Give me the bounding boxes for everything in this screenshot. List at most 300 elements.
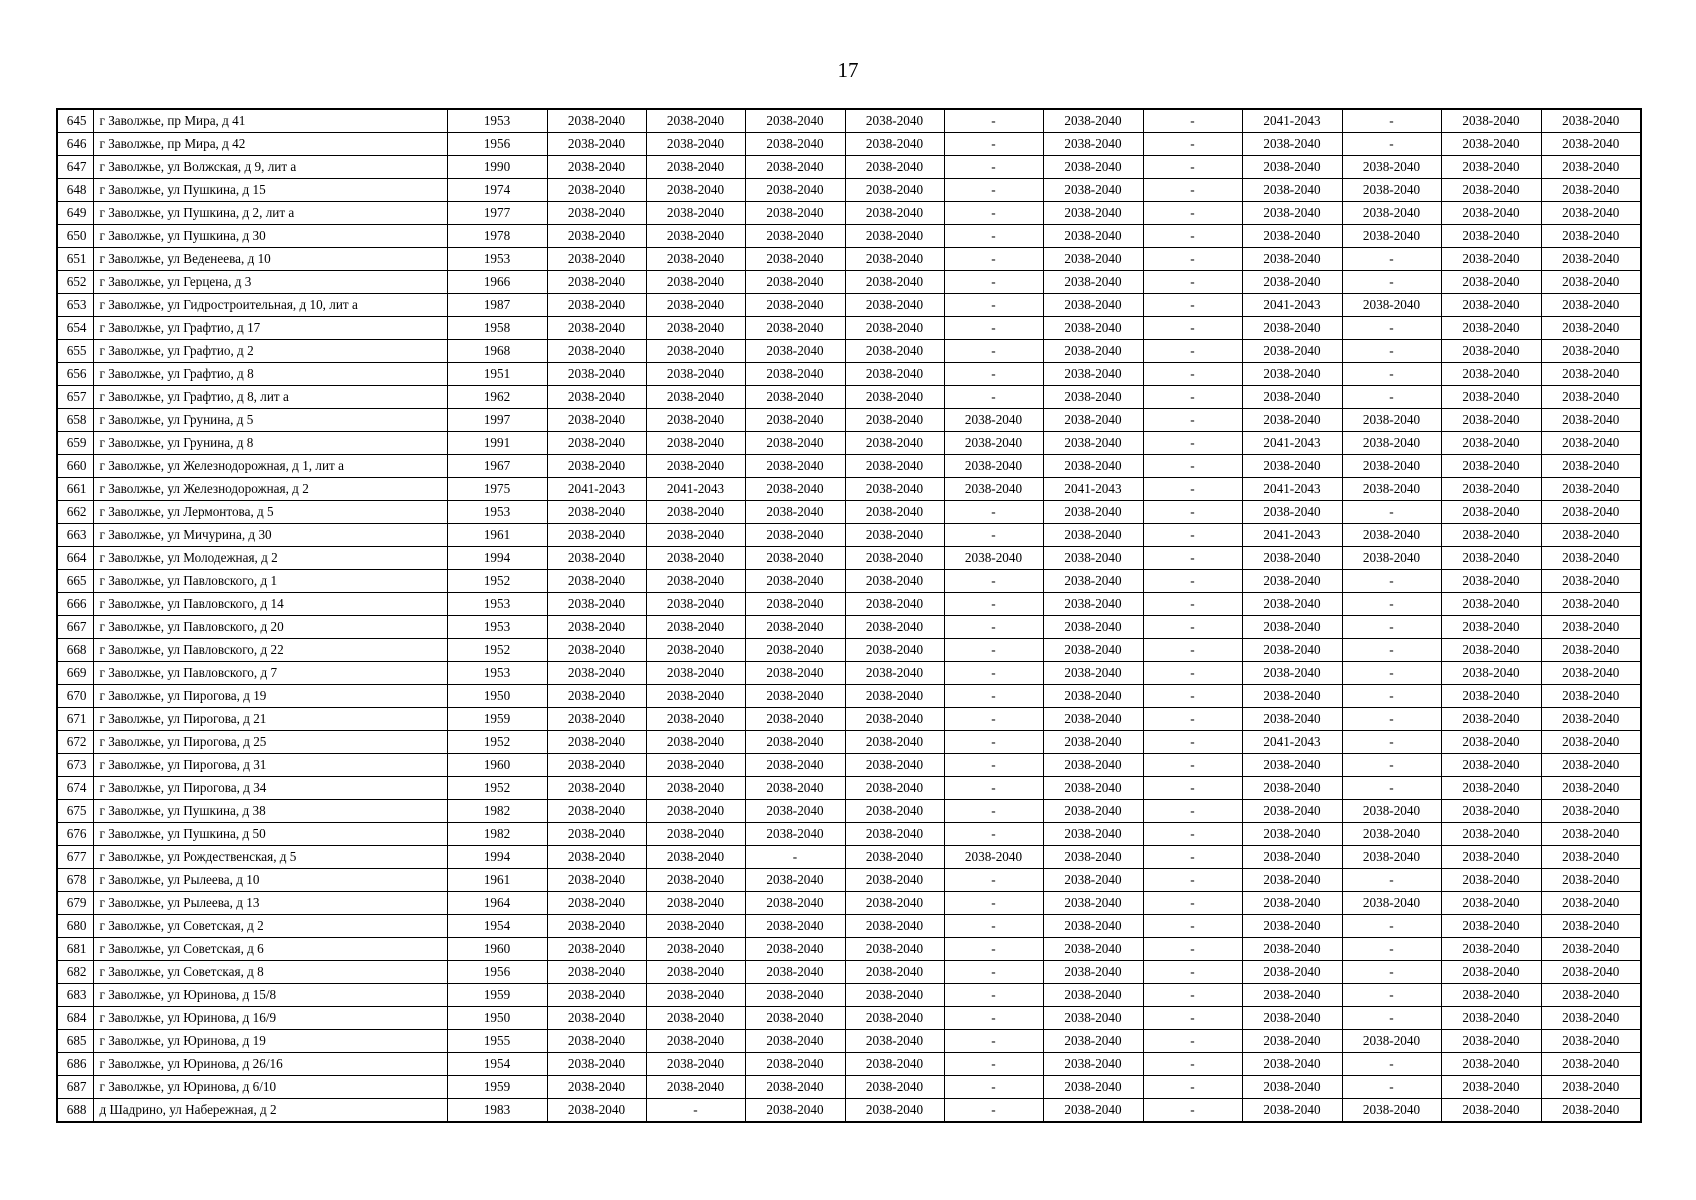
cell-term-3: 2038-2040 <box>745 1007 845 1030</box>
cell-term-6: 2038-2040 <box>1043 547 1143 570</box>
cell-term-9: 2038-2040 <box>1342 225 1441 248</box>
cell-term-1: 2038-2040 <box>547 938 646 961</box>
cell-term-6: 2038-2040 <box>1043 225 1143 248</box>
cell-term-10: 2038-2040 <box>1441 524 1541 547</box>
table-row <box>57 478 1641 501</box>
cell-term-8: 2038-2040 <box>1242 685 1342 708</box>
cell-term-7: - <box>1143 823 1242 846</box>
cell-term-6: 2041-2043 <box>1043 478 1143 501</box>
table-row <box>57 961 1641 984</box>
cell-term-11: 2038-2040 <box>1541 248 1641 271</box>
table-row <box>57 179 1641 202</box>
table-row <box>57 616 1641 639</box>
cell-term-6: 2038-2040 <box>1043 708 1143 731</box>
cell-term-11: 2038-2040 <box>1541 570 1641 593</box>
cell-year-built: 1958 <box>447 317 547 340</box>
cell-term-6: 2038-2040 <box>1043 109 1143 133</box>
cell-term-10: 2038-2040 <box>1441 501 1541 524</box>
cell-term-6: 2038-2040 <box>1043 846 1143 869</box>
table-row <box>57 892 1641 915</box>
cell-term-2: 2038-2040 <box>646 708 745 731</box>
cell-term-1: 2038-2040 <box>547 593 646 616</box>
cell-term-3: 2038-2040 <box>745 800 845 823</box>
cell-term-10: 2038-2040 <box>1441 109 1541 133</box>
cell-term-1: 2038-2040 <box>547 455 646 478</box>
cell-term-11: 2038-2040 <box>1541 1053 1641 1076</box>
cell-term-7: - <box>1143 1099 1242 1123</box>
cell-term-11: 2038-2040 <box>1541 593 1641 616</box>
cell-term-3: 2038-2040 <box>745 685 845 708</box>
table-row <box>57 1030 1641 1053</box>
cell-year-built: 1956 <box>447 133 547 156</box>
cell-term-6: 2038-2040 <box>1043 800 1143 823</box>
cell-term-8: 2038-2040 <box>1242 892 1342 915</box>
cell-term-10: 2038-2040 <box>1441 455 1541 478</box>
cell-term-2: 2038-2040 <box>646 823 745 846</box>
cell-term-11: 2038-2040 <box>1541 685 1641 708</box>
cell-term-4: 2038-2040 <box>845 524 944 547</box>
cell-term-11: 2038-2040 <box>1541 639 1641 662</box>
cell-term-4: 2038-2040 <box>845 800 944 823</box>
table-row <box>57 869 1641 892</box>
cell-term-10: 2038-2040 <box>1441 869 1541 892</box>
cell-address: г Заволжье, ул Советская, д 2 <box>93 915 447 938</box>
cell-term-8: 2038-2040 <box>1242 593 1342 616</box>
cell-term-2: 2038-2040 <box>646 593 745 616</box>
cell-term-7: - <box>1143 892 1242 915</box>
cell-term-4: 2038-2040 <box>845 639 944 662</box>
cell-term-8: 2038-2040 <box>1242 984 1342 1007</box>
cell-term-10: 2038-2040 <box>1441 846 1541 869</box>
cell-year-built: 1966 <box>447 271 547 294</box>
cell-term-11: 2038-2040 <box>1541 340 1641 363</box>
cell-term-2: 2041-2043 <box>646 478 745 501</box>
cell-term-3: 2038-2040 <box>745 915 845 938</box>
cell-term-11: 2038-2040 <box>1541 547 1641 570</box>
cell-term-2: 2038-2040 <box>646 662 745 685</box>
cell-term-2: 2038-2040 <box>646 271 745 294</box>
cell-term-5: 2038-2040 <box>944 432 1043 455</box>
cell-term-2: 2038-2040 <box>646 547 745 570</box>
cell-term-11: 2038-2040 <box>1541 869 1641 892</box>
cell-term-10: 2038-2040 <box>1441 938 1541 961</box>
cell-term-4: 2038-2040 <box>845 685 944 708</box>
cell-year-built: 1950 <box>447 685 547 708</box>
cell-term-6: 2038-2040 <box>1043 823 1143 846</box>
cell-address: г Заволжье, ул Графтио, д 2 <box>93 340 447 363</box>
cell-term-7: - <box>1143 363 1242 386</box>
cell-term-3: 2038-2040 <box>745 363 845 386</box>
cell-term-4: 2038-2040 <box>845 294 944 317</box>
cell-row-number: 648 <box>57 179 93 202</box>
cell-term-4: 2038-2040 <box>845 547 944 570</box>
cell-address: г Заволжье, ул Пирогова, д 25 <box>93 731 447 754</box>
cell-term-2: 2038-2040 <box>646 754 745 777</box>
cell-term-6: 2038-2040 <box>1043 524 1143 547</box>
cell-year-built: 1961 <box>447 869 547 892</box>
cell-term-9: 2038-2040 <box>1342 294 1441 317</box>
cell-term-7: - <box>1143 662 1242 685</box>
cell-term-5: - <box>944 915 1043 938</box>
cell-term-8: 2038-2040 <box>1242 570 1342 593</box>
cell-row-number: 645 <box>57 109 93 133</box>
cell-row-number: 678 <box>57 869 93 892</box>
cell-term-11: 2038-2040 <box>1541 754 1641 777</box>
cell-row-number: 679 <box>57 892 93 915</box>
cell-term-2: 2038-2040 <box>646 501 745 524</box>
cell-term-5: - <box>944 616 1043 639</box>
cell-term-9: - <box>1342 340 1441 363</box>
cell-term-3: - <box>745 846 845 869</box>
cell-term-11: 2038-2040 <box>1541 432 1641 455</box>
cell-term-9: 2038-2040 <box>1342 846 1441 869</box>
cell-term-1: 2038-2040 <box>547 800 646 823</box>
cell-term-1: 2038-2040 <box>547 570 646 593</box>
cell-row-number: 656 <box>57 363 93 386</box>
cell-year-built: 1959 <box>447 1076 547 1099</box>
cell-term-10: 2038-2040 <box>1441 225 1541 248</box>
cell-term-11: 2038-2040 <box>1541 363 1641 386</box>
cell-term-9: - <box>1342 708 1441 731</box>
cell-term-5: - <box>944 317 1043 340</box>
cell-term-10: 2038-2040 <box>1441 547 1541 570</box>
cell-address: г Заволжье, ул Мичурина, д 30 <box>93 524 447 547</box>
cell-term-7: - <box>1143 271 1242 294</box>
cell-term-2: 2038-2040 <box>646 409 745 432</box>
table-row <box>57 685 1641 708</box>
cell-address: г Заволжье, ул Советская, д 8 <box>93 961 447 984</box>
cell-term-4: 2038-2040 <box>845 731 944 754</box>
cell-term-5: - <box>944 984 1043 1007</box>
cell-term-4: 2038-2040 <box>845 570 944 593</box>
table-row <box>57 294 1641 317</box>
cell-term-8: 2038-2040 <box>1242 1007 1342 1030</box>
cell-term-8: 2038-2040 <box>1242 800 1342 823</box>
cell-term-10: 2038-2040 <box>1441 386 1541 409</box>
cell-term-5: - <box>944 754 1043 777</box>
cell-term-6: 2038-2040 <box>1043 409 1143 432</box>
cell-term-5: - <box>944 225 1043 248</box>
cell-row-number: 676 <box>57 823 93 846</box>
cell-term-6: 2038-2040 <box>1043 869 1143 892</box>
cell-term-1: 2038-2040 <box>547 984 646 1007</box>
cell-address: г Заволжье, ул Веденеева, д 10 <box>93 248 447 271</box>
cell-term-8: 2038-2040 <box>1242 340 1342 363</box>
cell-term-8: 2038-2040 <box>1242 961 1342 984</box>
cell-term-9: - <box>1342 777 1441 800</box>
cell-term-5: - <box>944 869 1043 892</box>
cell-address: г Заволжье, ул Юринова, д 15/8 <box>93 984 447 1007</box>
cell-term-9: - <box>1342 317 1441 340</box>
cell-term-7: - <box>1143 593 1242 616</box>
cell-term-2: 2038-2040 <box>646 248 745 271</box>
cell-term-7: - <box>1143 869 1242 892</box>
cell-term-9: 2038-2040 <box>1342 1099 1441 1123</box>
cell-year-built: 1991 <box>447 432 547 455</box>
cell-term-10: 2038-2040 <box>1441 248 1541 271</box>
cell-address: г Заволжье, ул Графтио, д 17 <box>93 317 447 340</box>
cell-term-11: 2038-2040 <box>1541 1076 1641 1099</box>
table-body <box>57 109 1641 1122</box>
cell-term-11: 2038-2040 <box>1541 800 1641 823</box>
cell-term-8: 2038-2040 <box>1242 938 1342 961</box>
cell-term-4: 2038-2040 <box>845 455 944 478</box>
cell-term-2: 2038-2040 <box>646 202 745 225</box>
table-row <box>57 363 1641 386</box>
cell-row-number: 682 <box>57 961 93 984</box>
cell-term-6: 2038-2040 <box>1043 731 1143 754</box>
cell-term-3: 2038-2040 <box>745 133 845 156</box>
cell-row-number: 673 <box>57 754 93 777</box>
cell-term-2: 2038-2040 <box>646 524 745 547</box>
cell-row-number: 650 <box>57 225 93 248</box>
cell-term-1: 2038-2040 <box>547 961 646 984</box>
cell-term-1: 2038-2040 <box>547 1030 646 1053</box>
cell-term-8: 2038-2040 <box>1242 639 1342 662</box>
table-row <box>57 524 1641 547</box>
table-row <box>57 202 1641 225</box>
cell-term-1: 2038-2040 <box>547 685 646 708</box>
cell-term-4: 2038-2040 <box>845 386 944 409</box>
cell-term-1: 2038-2040 <box>547 708 646 731</box>
cell-term-11: 2038-2040 <box>1541 938 1641 961</box>
cell-term-8: 2038-2040 <box>1242 846 1342 869</box>
cell-address: г Заволжье, ул Молодежная, д 2 <box>93 547 447 570</box>
table-row <box>57 846 1641 869</box>
cell-term-3: 2038-2040 <box>745 524 845 547</box>
table-row <box>57 800 1641 823</box>
cell-term-4: 2038-2040 <box>845 109 944 133</box>
cell-term-9: - <box>1342 271 1441 294</box>
cell-term-5: - <box>944 501 1043 524</box>
cell-term-10: 2038-2040 <box>1441 570 1541 593</box>
cell-term-4: 2038-2040 <box>845 133 944 156</box>
cell-address: г Заволжье, ул Железнодорожная, д 2 <box>93 478 447 501</box>
cell-term-3: 2038-2040 <box>745 501 845 524</box>
cell-address: г Заволжье, ул Лермонтова, д 5 <box>93 501 447 524</box>
cell-term-7: - <box>1143 915 1242 938</box>
cell-term-5: - <box>944 823 1043 846</box>
cell-term-7: - <box>1143 478 1242 501</box>
cell-term-5: - <box>944 800 1043 823</box>
cell-term-7: - <box>1143 294 1242 317</box>
cell-term-3: 2038-2040 <box>745 777 845 800</box>
cell-term-10: 2038-2040 <box>1441 294 1541 317</box>
cell-term-5: - <box>944 271 1043 294</box>
cell-term-7: - <box>1143 1053 1242 1076</box>
table-row <box>57 156 1641 179</box>
cell-term-10: 2038-2040 <box>1441 133 1541 156</box>
cell-term-8: 2038-2040 <box>1242 501 1342 524</box>
cell-term-1: 2038-2040 <box>547 731 646 754</box>
cell-term-1: 2038-2040 <box>547 547 646 570</box>
cell-term-8: 2041-2043 <box>1242 294 1342 317</box>
cell-term-1: 2038-2040 <box>547 1053 646 1076</box>
cell-term-4: 2038-2040 <box>845 478 944 501</box>
cell-term-7: - <box>1143 340 1242 363</box>
cell-term-5: 2038-2040 <box>944 478 1043 501</box>
cell-term-9: - <box>1342 961 1441 984</box>
cell-address: г Заволжье, ул Пушкина, д 50 <box>93 823 447 846</box>
cell-term-9: - <box>1342 248 1441 271</box>
cell-term-3: 2038-2040 <box>745 984 845 1007</box>
cell-term-4: 2038-2040 <box>845 616 944 639</box>
cell-term-6: 2038-2040 <box>1043 1030 1143 1053</box>
table-row <box>57 1099 1641 1123</box>
table-row <box>57 662 1641 685</box>
cell-term-8: 2038-2040 <box>1242 869 1342 892</box>
cell-term-2: 2038-2040 <box>646 1076 745 1099</box>
cell-term-9: - <box>1342 593 1441 616</box>
cell-term-7: - <box>1143 386 1242 409</box>
cell-term-10: 2038-2040 <box>1441 179 1541 202</box>
cell-term-5: - <box>944 386 1043 409</box>
cell-term-2: 2038-2040 <box>646 432 745 455</box>
cell-year-built: 1964 <box>447 892 547 915</box>
cell-term-3: 2038-2040 <box>745 1099 845 1123</box>
cell-term-9: - <box>1342 386 1441 409</box>
cell-term-8: 2038-2040 <box>1242 915 1342 938</box>
cell-address: г Заволжье, ул Герцена, д 3 <box>93 271 447 294</box>
cell-term-7: - <box>1143 179 1242 202</box>
cell-row-number: 663 <box>57 524 93 547</box>
cell-term-5: - <box>944 1053 1043 1076</box>
cell-term-9: - <box>1342 1053 1441 1076</box>
cell-term-5: - <box>944 570 1043 593</box>
table-row <box>57 455 1641 478</box>
cell-year-built: 1978 <box>447 225 547 248</box>
cell-term-1: 2038-2040 <box>547 1007 646 1030</box>
cell-term-10: 2038-2040 <box>1441 409 1541 432</box>
cell-term-2: - <box>646 1099 745 1123</box>
cell-term-7: - <box>1143 1076 1242 1099</box>
cell-term-2: 2038-2040 <box>646 938 745 961</box>
cell-year-built: 1951 <box>447 363 547 386</box>
table-row <box>57 593 1641 616</box>
cell-address: г Заволжье, ул Пушкина, д 38 <box>93 800 447 823</box>
cell-term-3: 2038-2040 <box>745 593 845 616</box>
cell-term-3: 2038-2040 <box>745 869 845 892</box>
cell-term-5: - <box>944 133 1043 156</box>
cell-term-9: - <box>1342 984 1441 1007</box>
cell-term-6: 2038-2040 <box>1043 1099 1143 1123</box>
cell-term-11: 2038-2040 <box>1541 409 1641 432</box>
cell-term-7: - <box>1143 1030 1242 1053</box>
table-row <box>57 1076 1641 1099</box>
cell-row-number: 670 <box>57 685 93 708</box>
cell-term-11: 2038-2040 <box>1541 731 1641 754</box>
cell-term-9: - <box>1342 570 1441 593</box>
cell-term-4: 2038-2040 <box>845 961 944 984</box>
table-row <box>57 248 1641 271</box>
cell-row-number: 668 <box>57 639 93 662</box>
cell-year-built: 1975 <box>447 478 547 501</box>
cell-term-10: 2038-2040 <box>1441 777 1541 800</box>
cell-term-4: 2038-2040 <box>845 708 944 731</box>
cell-term-11: 2038-2040 <box>1541 156 1641 179</box>
cell-term-9: - <box>1342 616 1441 639</box>
cell-term-2: 2038-2040 <box>646 1007 745 1030</box>
cell-term-1: 2038-2040 <box>547 915 646 938</box>
cell-term-5: - <box>944 524 1043 547</box>
cell-term-7: - <box>1143 984 1242 1007</box>
cell-term-6: 2038-2040 <box>1043 593 1143 616</box>
cell-term-8: 2038-2040 <box>1242 1053 1342 1076</box>
cell-address: г Заволжье, ул Советская, д 6 <box>93 938 447 961</box>
cell-term-7: - <box>1143 731 1242 754</box>
cell-term-1: 2038-2040 <box>547 524 646 547</box>
cell-year-built: 1983 <box>447 1099 547 1123</box>
cell-year-built: 1953 <box>447 616 547 639</box>
cell-term-11: 2038-2040 <box>1541 823 1641 846</box>
cell-term-9: 2038-2040 <box>1342 1030 1441 1053</box>
cell-term-6: 2038-2040 <box>1043 386 1143 409</box>
cell-row-number: 660 <box>57 455 93 478</box>
cell-term-4: 2038-2040 <box>845 1099 944 1123</box>
cell-term-9: 2038-2040 <box>1342 432 1441 455</box>
cell-term-5: - <box>944 1030 1043 1053</box>
cell-term-4: 2038-2040 <box>845 1053 944 1076</box>
cell-year-built: 1954 <box>447 1053 547 1076</box>
cell-term-5: - <box>944 109 1043 133</box>
cell-term-4: 2038-2040 <box>845 1030 944 1053</box>
cell-year-built: 1959 <box>447 984 547 1007</box>
cell-term-3: 2038-2040 <box>745 432 845 455</box>
table-row <box>57 639 1641 662</box>
cell-term-10: 2038-2040 <box>1441 616 1541 639</box>
cell-term-1: 2038-2040 <box>547 1076 646 1099</box>
cell-term-7: - <box>1143 961 1242 984</box>
cell-term-1: 2038-2040 <box>547 248 646 271</box>
cell-term-5: - <box>944 363 1043 386</box>
cell-term-3: 2038-2040 <box>745 248 845 271</box>
cell-term-1: 2038-2040 <box>547 1099 646 1123</box>
cell-term-3: 2038-2040 <box>745 202 845 225</box>
cell-term-11: 2038-2040 <box>1541 294 1641 317</box>
cell-term-10: 2038-2040 <box>1441 317 1541 340</box>
cell-term-8: 2038-2040 <box>1242 1076 1342 1099</box>
cell-term-10: 2038-2040 <box>1441 363 1541 386</box>
cell-term-9: - <box>1342 1076 1441 1099</box>
cell-term-2: 2038-2040 <box>646 731 745 754</box>
cell-term-8: 2041-2043 <box>1242 731 1342 754</box>
cell-term-5: - <box>944 777 1043 800</box>
cell-term-3: 2038-2040 <box>745 340 845 363</box>
cell-term-1: 2038-2040 <box>547 156 646 179</box>
cell-term-11: 2038-2040 <box>1541 1007 1641 1030</box>
cell-term-9: - <box>1342 938 1441 961</box>
cell-term-3: 2038-2040 <box>745 731 845 754</box>
cell-row-number: 654 <box>57 317 93 340</box>
cell-row-number: 675 <box>57 800 93 823</box>
cell-year-built: 1997 <box>447 409 547 432</box>
cell-row-number: 665 <box>57 570 93 593</box>
cell-term-10: 2038-2040 <box>1441 202 1541 225</box>
cell-term-10: 2038-2040 <box>1441 1076 1541 1099</box>
cell-address: г Заволжье, ул Графтио, д 8, лит а <box>93 386 447 409</box>
cell-term-6: 2038-2040 <box>1043 248 1143 271</box>
cell-term-3: 2038-2040 <box>745 109 845 133</box>
cell-term-8: 2038-2040 <box>1242 271 1342 294</box>
cell-year-built: 1955 <box>447 1030 547 1053</box>
cell-year-built: 1967 <box>447 455 547 478</box>
table-row <box>57 1053 1641 1076</box>
cell-term-8: 2038-2040 <box>1242 1030 1342 1053</box>
cell-term-9: 2038-2040 <box>1342 547 1441 570</box>
cell-term-1: 2041-2043 <box>547 478 646 501</box>
cell-term-9: - <box>1342 133 1441 156</box>
table-row <box>57 225 1641 248</box>
